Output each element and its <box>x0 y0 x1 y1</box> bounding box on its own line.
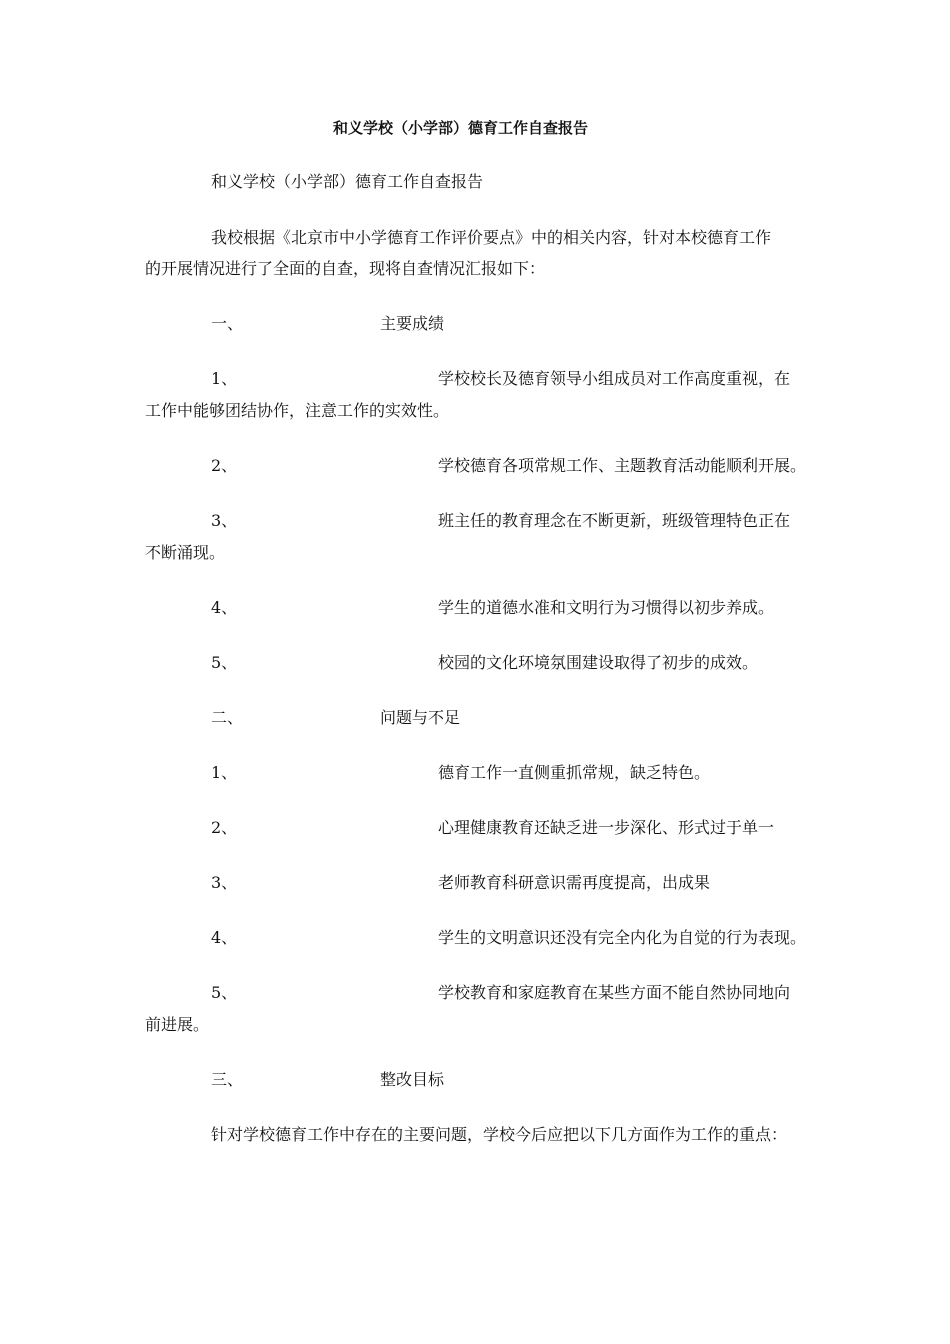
s2-item-3-text: 老师教育科研意识需再度提高，出成果 <box>438 873 711 892</box>
s1-item-3-text: 班主任的教育理念在不断更新，班级管理特色正在 <box>438 511 791 530</box>
s1-item-3-continuation: 不断涌现。 <box>145 543 226 562</box>
s1-item-2-number: 2、 <box>211 456 238 475</box>
s2-item-5-number: 5、 <box>211 983 238 1002</box>
s2-item-1-number: 1、 <box>211 763 238 782</box>
s2-item-5-continuation: 前进展。 <box>145 1015 210 1034</box>
s2-item-1-text: 德育工作一直侧重抓常规，缺乏特色。 <box>438 763 711 782</box>
section-2-heading: 问题与不足 <box>380 708 461 727</box>
document-title: 和义学校（小学部）德育工作自查报告 <box>333 119 589 137</box>
s1-item-4-text: 学生的道德水准和文明行为习惯得以初步养成。 <box>438 598 775 617</box>
s1-item-4-number: 4、 <box>211 598 238 617</box>
s1-item-3-number: 3、 <box>211 511 238 530</box>
s1-item-1-continuation: 工作中能够团结协作，注意工作的实效性。 <box>145 401 450 420</box>
s2-item-5-text: 学校教育和家庭教育在某些方面不能自然协同地向 <box>438 983 791 1002</box>
s1-item-1-text: 学校校长及德育领导小组成员对工作高度重视，在 <box>438 369 791 388</box>
section-1-heading: 主要成绩 <box>380 314 445 333</box>
s1-item-2-text: 学校德育各项常规工作、主题教育活动能顺利开展。 <box>438 456 807 475</box>
s2-item-2-text: 心理健康教育还缺乏进一步深化、形式过于单一 <box>438 818 775 837</box>
s2-item-3-number: 3、 <box>211 873 238 892</box>
s2-item-4-number: 4、 <box>211 928 238 947</box>
section-3-number: 三、 <box>211 1070 244 1089</box>
document-subtitle: 和义学校（小学部）德育工作自查报告 <box>211 172 484 191</box>
s1-item-1-number: 1、 <box>211 369 238 388</box>
section-2-number: 二、 <box>211 708 244 727</box>
s2-item-4-text: 学生的文明意识还没有完全内化为自觉的行为表现。 <box>438 928 807 947</box>
s2-item-2-number: 2、 <box>211 818 238 837</box>
section-3-text: 针对学校德育工作中存在的主要问题，学校今后应把以下几方面作为工作的重点： <box>211 1125 788 1144</box>
section-1-number: 一、 <box>211 314 244 333</box>
s1-item-5-number: 5、 <box>211 653 238 672</box>
section-3-heading: 整改目标 <box>380 1070 445 1089</box>
s1-item-5-text: 校园的文化环境氛围建设取得了初步的成效。 <box>438 653 759 672</box>
intro-line-2: 的开展情况进行了全面的自查，现将自查情况汇报如下： <box>145 259 546 278</box>
intro-line-1: 我校根据《北京市中小学德育工作评价要点》中的相关内容，针对本校德育工作 <box>211 228 772 247</box>
